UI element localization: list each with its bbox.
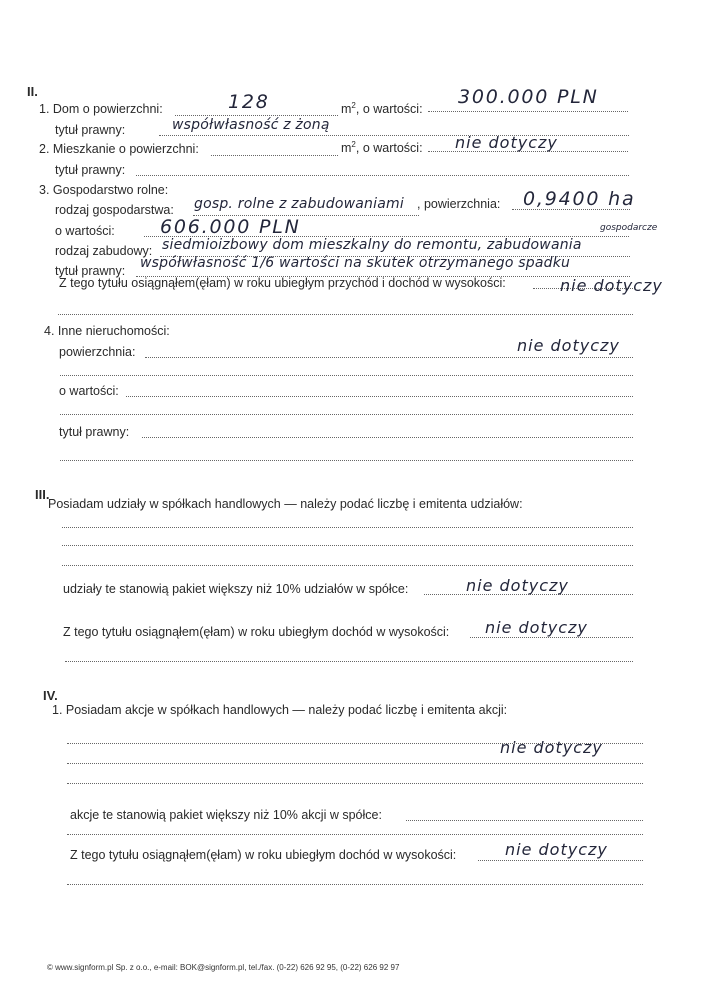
farm-value: 606.000 PLN — [160, 216, 301, 238]
shares-label: Posiadam udziały w spółkach handlowych — należy podać liczbę i emitenta udziałów: — [48, 497, 523, 511]
other-value-label: o wartości: — [59, 384, 119, 398]
farm-label: 3. Gospodarstwo rolne: — [39, 183, 169, 197]
house-value-line — [428, 111, 628, 112]
farm-area-label: , powierzchnia: — [417, 197, 501, 211]
stocks-line-2 — [67, 763, 643, 764]
farm-buildings-label: rodzaj zabudowy: — [55, 244, 153, 258]
section-2-heading: II. — [27, 84, 38, 99]
stocks-line-3 — [67, 783, 643, 784]
farm-buildings-value: siedmioizbowy dom mieszkalny do remontu, zabudowania — [162, 237, 582, 253]
farm-type-value: gosp. rolne z zabudowaniami — [194, 196, 404, 212]
farm-income-line-2 — [58, 314, 633, 315]
stocks-pakiet-label: akcje te stanowią pakiet większy niż 10% akcji w spółce: — [70, 808, 382, 822]
shares-line-1 — [62, 527, 633, 528]
footer-copyright: © www.signform.pl Sp. z o.o., e-mail: BOK@signform.pl, tel./fax. (0-22) 626 92 95, (0-22) 626 92 97 — [47, 963, 400, 972]
other-label: 4. Inne nieruchomości: — [44, 324, 170, 338]
farm-type-label: rodzaj gospodarstwa: — [55, 203, 174, 217]
farm-value-label: o wartości: — [55, 224, 115, 238]
shares-income-label: Z tego tytułu osiągnąłem(ęłam) w roku ubiegłym dochód w wysokości: — [63, 625, 450, 639]
stocks-income-value: nie dotyczy — [505, 840, 608, 859]
farm-income-value: nie dotyczy — [560, 276, 663, 295]
flat-unit-sup: 2 — [351, 140, 356, 149]
stocks-label: 1. Posiadam akcje w spółkach handlowych — należy podać liczbę i emitenta akcji: — [52, 703, 508, 717]
shares-income-value: nie dotyczy — [485, 618, 588, 637]
shares-pakiet-value: nie dotyczy — [466, 576, 569, 595]
shares-pakiet-label: udziały te stanowią pakiet większy niż 10% udziałów w spółce: — [63, 582, 409, 596]
house-value: 300.000 PLN — [458, 86, 599, 108]
flat-value-label — [341, 137, 423, 156]
stocks-income-label: Z tego tytułu osiągnąłem(ęłam) w roku ubiegłym dochód w wysokości: — [70, 848, 457, 862]
farm-area-value: 0,9400 ha — [523, 188, 636, 210]
house-unit: m — [341, 102, 352, 117]
house-title-value: współwłasność z żoną — [172, 117, 330, 133]
other-value-line — [126, 396, 633, 397]
other-value-line-2 — [60, 414, 633, 415]
stocks-value: nie dotyczy — [500, 738, 603, 757]
section-3-heading: III. — [35, 487, 50, 502]
flat-area-line — [211, 155, 338, 156]
house-title-label: tytuł prawny: — [55, 123, 126, 137]
flat-value-caption: , o wartości: — [355, 141, 423, 156]
other-area-line-2 — [60, 375, 633, 376]
stocks-pakiet-line-2 — [67, 834, 643, 835]
house-value-caption: , o wartości: — [355, 102, 423, 117]
shares-line-2 — [62, 545, 633, 546]
flat-unit: m — [341, 141, 352, 156]
other-title-label: tytuł prawny: — [59, 425, 130, 439]
flat-value: nie dotyczy — [455, 133, 558, 152]
section-4-heading: IV. — [43, 688, 58, 703]
farm-buildings-extra: gospodarcze — [600, 223, 658, 233]
other-title-line-2 — [60, 460, 633, 461]
shares-income-line-2 — [65, 661, 633, 662]
flat-area-label: 2. Mieszkanie o powierzchni: — [39, 142, 199, 156]
house-unit-sup: 2 — [351, 101, 356, 110]
other-area-line — [145, 357, 633, 358]
shares-line-3 — [62, 565, 633, 566]
other-area-value: nie dotyczy — [517, 336, 620, 355]
shares-income-line — [470, 637, 633, 638]
other-title-line — [142, 437, 633, 438]
farm-income-label: Z tego tytułu osiągnąłem(ęłam) w roku ubiegłym przychód i dochód w wysokości: — [59, 276, 506, 290]
house-area-line — [175, 115, 338, 116]
stocks-income-line — [478, 860, 643, 861]
house-area-label: 1. Dom o powierzchni: — [39, 102, 163, 116]
other-area-label: powierzchnia: — [59, 345, 136, 359]
house-area-value: 128 — [228, 91, 270, 113]
flat-title-line — [136, 175, 629, 176]
house-value-label — [341, 98, 423, 117]
stocks-income-line-2 — [67, 884, 643, 885]
flat-title-label: tytuł prawny: — [55, 163, 126, 177]
farm-title-value: współwłasność 1/6 wartości na skutek otrzymanego spadku — [140, 255, 571, 271]
stocks-pakiet-line — [406, 820, 643, 821]
house-title-line — [159, 135, 629, 136]
farm-title-label: tytuł prawny: — [55, 264, 126, 278]
